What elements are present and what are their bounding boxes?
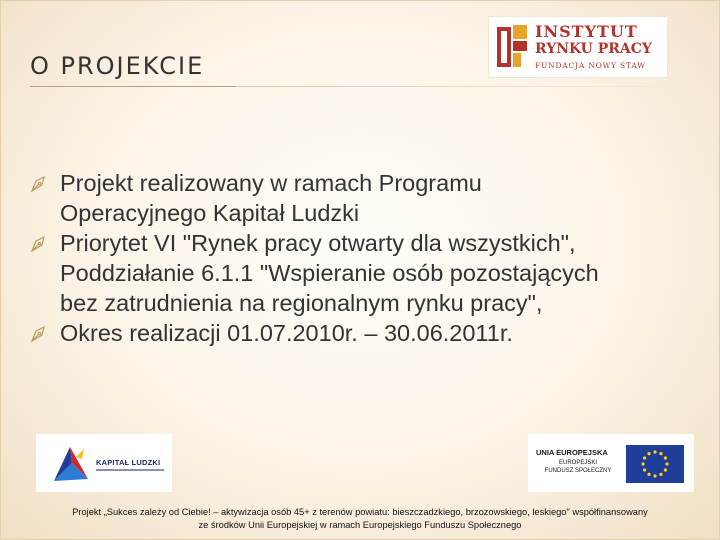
eu-logo	[528, 434, 694, 492]
slide-title: O PROJEKCIE	[30, 52, 205, 80]
title-underline	[30, 86, 236, 87]
bullet-3-line-1: Okres realizacji 01.07.2010r. – 30.06.2011r.	[60, 320, 513, 346]
bullet-1-line-1: Projekt realizowany w ramach Programu	[60, 170, 482, 196]
eu-logo-line2: EUROPEJSKI	[558, 460, 597, 466]
bullet-2-line-3: bez zatrudnienia na regionalnym rynku pracy",	[60, 290, 543, 316]
footer-note	[0, 506, 720, 532]
bullet-item	[30, 228, 710, 318]
bullet-item	[30, 168, 710, 228]
bullet-list	[30, 168, 710, 348]
eu-flag-icon	[626, 445, 684, 483]
kapital-ludzki-logo	[36, 434, 172, 492]
institute-mark-icon	[495, 23, 529, 71]
bullet-2-line-2: Poddziałanie 6.1.1 "Wspieranie osób pozostających	[60, 260, 599, 286]
eu-logo-line3: FUNDUSZ SPOŁECZNY	[544, 468, 612, 474]
institute-logo-line2: RYNKU PRACY	[535, 41, 652, 57]
kapital-ludzki-subline	[96, 469, 164, 471]
institute-logo-line3: FUNDACJA NOWY STAW	[535, 61, 646, 70]
bullet-2-line-1: Priorytet VI "Rynek pracy otwarty dla wszystkich",	[60, 230, 576, 256]
footer-line-2: ze środków Unii Europejskiej w ramach Europejskiego Funduszu Społecznego	[198, 520, 522, 530]
pen-nib-icon	[30, 235, 48, 253]
kapital-ludzki-star-icon	[50, 443, 92, 483]
title-underline-fade	[236, 86, 716, 87]
eu-logo-line1: UNIA EUROPEJSKA	[536, 448, 608, 457]
institute-logo	[488, 16, 668, 78]
kapital-ludzki-text: KAPITAŁ LUDZKI	[96, 458, 161, 467]
institute-logo-line1: INSTYTUT	[535, 22, 638, 41]
bullet-1-line-2: Operacyjnego Kapitał Ludzki	[60, 200, 360, 226]
footer-line-1: Projekt „Sukces zależy od Ciebie! – aktywizacja osób 45+ z terenów powiatu: bieszczadzkiego, brzozowskiego, leskiego" współfinansowany	[72, 507, 648, 517]
bullet-item	[30, 318, 710, 348]
pen-nib-icon	[30, 175, 48, 193]
title-area	[30, 52, 204, 80]
pen-nib-icon	[30, 325, 48, 343]
